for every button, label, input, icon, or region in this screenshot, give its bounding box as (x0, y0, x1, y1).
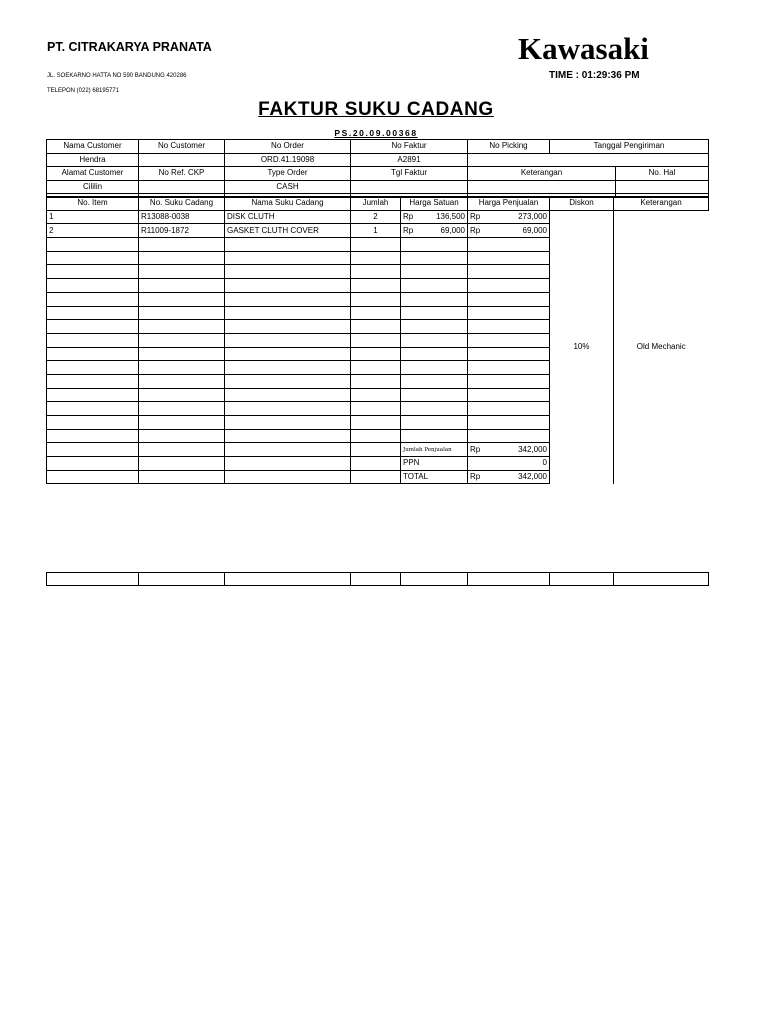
empty-cell (139, 457, 225, 471)
unit-price-cell (401, 224, 468, 238)
empty-cell (225, 470, 351, 484)
currency-label: Rp (403, 212, 414, 222)
empty-cell (139, 306, 225, 320)
empty-cell (401, 333, 468, 347)
ppn-value: 0 (542, 458, 547, 468)
column-header-part-no: No. Suku Cadang (139, 197, 225, 211)
empty-cell (401, 429, 468, 443)
header-label-invoice-no: No Faktur (351, 140, 468, 154)
empty-cell (468, 279, 550, 293)
unit-price: 136,500 (436, 212, 465, 222)
empty-cell (351, 292, 401, 306)
currency-label: Rp (470, 472, 481, 482)
sale-price-cell (468, 210, 550, 224)
column-header-unit-price: Harga Satuan (401, 197, 468, 211)
ppn-label: PPN (403, 458, 420, 468)
currency-label: Rp (470, 212, 481, 222)
empty-cell (401, 251, 468, 265)
empty-cell (47, 238, 139, 252)
item-no: 1 (49, 212, 54, 222)
total-label-cell (401, 470, 468, 484)
header-label-ref-ckp: No Ref. CKP (139, 167, 225, 181)
column-header-sale-price: Harga Penjualan (468, 197, 550, 211)
ppn-value-cell (468, 457, 550, 471)
empty-cell (47, 265, 139, 279)
column-header-discount: Diskon (550, 197, 614, 211)
header-label-row-1 (47, 140, 709, 154)
unit-price: 69,000 (440, 225, 465, 235)
empty-cell (401, 279, 468, 293)
header-value-delivery-date (468, 153, 709, 167)
header-label-page-no: No. Hal (616, 167, 709, 181)
total-value-cell (468, 470, 550, 484)
empty-cell (47, 457, 139, 471)
subtotal-label-cell (401, 443, 468, 457)
empty-cell (47, 374, 139, 388)
qty: 1 (373, 225, 378, 235)
empty-cell (47, 416, 139, 430)
empty-cell (47, 320, 139, 334)
total-label: TOTAL (403, 472, 429, 482)
column-header-item-no: No. Item (47, 197, 139, 211)
empty-cell (401, 416, 468, 430)
footer-cell (47, 573, 139, 586)
empty-cell (225, 457, 351, 471)
header-label-customer-name: Nama Customer (47, 140, 139, 154)
empty-cell (139, 347, 225, 361)
empty-cell (139, 333, 225, 347)
part-no: R11009-1872 (141, 225, 189, 235)
footer-cell (468, 573, 550, 586)
part-no-cell (139, 210, 225, 224)
empty-cell (225, 347, 351, 361)
empty-cell (225, 361, 351, 375)
empty-cell (401, 320, 468, 334)
empty-cell (468, 347, 550, 361)
footer-row (47, 573, 709, 586)
document-number: PS.20.09.00368 (334, 128, 418, 138)
currency-label: Rp (403, 225, 414, 235)
footer-cell (139, 573, 225, 586)
empty-cell (139, 238, 225, 252)
empty-cell (47, 251, 139, 265)
column-header-qty: Jumlah (351, 197, 401, 211)
empty-cell (225, 443, 351, 457)
empty-cell (47, 347, 139, 361)
empty-cell (401, 238, 468, 252)
empty-cell (225, 320, 351, 334)
company-name: PT. CITRAKARYA PRANATA (47, 40, 212, 54)
empty-cell (351, 333, 401, 347)
empty-cell (139, 416, 225, 430)
empty-cell (139, 292, 225, 306)
empty-cell (401, 265, 468, 279)
empty-cell (351, 388, 401, 402)
empty-cell (139, 374, 225, 388)
empty-cell (139, 443, 225, 457)
header-value-row-1 (47, 153, 709, 167)
empty-cell (468, 265, 550, 279)
empty-cell (401, 306, 468, 320)
subtotal-label: Jumlah Penjualan (403, 446, 452, 453)
empty-cell (225, 333, 351, 347)
empty-cell (351, 265, 401, 279)
empty-cell (468, 251, 550, 265)
header-label-invoice-date: Tgl Faktur (351, 167, 468, 181)
print-time: TIME : 01:29:36 PM (549, 70, 640, 81)
sale-price: 69,000 (522, 225, 547, 235)
empty-cell (47, 429, 139, 443)
part-name: DISK CLUTH (227, 212, 275, 222)
item-no: 2 (49, 225, 54, 235)
footer-cell (351, 573, 401, 586)
footer-cell (614, 573, 709, 586)
empty-cell (468, 320, 550, 334)
document-title: FAKTUR SUKU CADANG (258, 99, 494, 120)
empty-cell (351, 443, 401, 457)
header-label-row-2 (47, 167, 709, 181)
empty-cell (351, 251, 401, 265)
empty-cell (139, 429, 225, 443)
empty-cell (468, 429, 550, 443)
empty-cell (225, 292, 351, 306)
header-label-order-no: No Order (225, 140, 351, 154)
empty-cell (351, 429, 401, 443)
empty-cell (225, 238, 351, 252)
empty-cell (351, 416, 401, 430)
empty-cell (139, 320, 225, 334)
empty-cell (401, 374, 468, 388)
empty-cell (139, 470, 225, 484)
empty-cell (225, 306, 351, 320)
empty-cell (47, 470, 139, 484)
empty-cell (225, 374, 351, 388)
header-value-order-no: ORD.41.19098 (225, 153, 351, 167)
empty-cell (139, 279, 225, 293)
empty-cell (47, 443, 139, 457)
empty-cell (351, 320, 401, 334)
header-label-customer-no: No Customer (139, 140, 225, 154)
empty-cell (401, 292, 468, 306)
sale-price-cell (468, 224, 550, 238)
subtotal-value-cell (468, 443, 550, 457)
empty-cell (351, 457, 401, 471)
empty-cell (47, 292, 139, 306)
company-address: JL. SOEKARNO HATTA NO 590 BANDUNG 420286 (47, 73, 187, 79)
empty-cell (139, 251, 225, 265)
empty-cell (401, 361, 468, 375)
remark-value: Old Mechanic (636, 342, 686, 352)
qty-cell (351, 224, 401, 238)
empty-cell (47, 361, 139, 375)
header-value-invoice-no: A2891 (351, 153, 468, 167)
empty-cell (47, 306, 139, 320)
empty-cell (351, 374, 401, 388)
subtotal-value: 342,000 (518, 444, 547, 454)
empty-cell (139, 265, 225, 279)
currency-label: Rp (470, 444, 481, 454)
empty-cell (225, 279, 351, 293)
empty-cell (225, 416, 351, 430)
empty-cell (351, 347, 401, 361)
empty-cell (351, 361, 401, 375)
invoice-header-table (46, 139, 709, 198)
empty-cell (401, 388, 468, 402)
part-name-cell (225, 224, 351, 238)
header-label-remarks: Keterangan (468, 167, 616, 181)
currency-label: Rp (470, 225, 481, 235)
empty-cell (468, 388, 550, 402)
empty-cell (468, 292, 550, 306)
qty-cell (351, 210, 401, 224)
part-no: R13088-0038 (141, 212, 190, 222)
remark-cell (614, 210, 709, 484)
items-table (46, 196, 709, 484)
empty-cell (468, 306, 550, 320)
empty-cell (351, 402, 401, 416)
discount-value: 10% (573, 342, 590, 352)
empty-cell (47, 402, 139, 416)
qty: 2 (373, 212, 378, 222)
header-value-order-type: CASH (225, 180, 351, 194)
sale-price: 273,000 (518, 212, 547, 222)
header-value-remarks (468, 180, 616, 194)
item-no-cell (47, 224, 139, 238)
empty-cell (401, 402, 468, 416)
empty-cell (351, 238, 401, 252)
company-phone: TELEPON (022) 68195771 (47, 88, 120, 94)
empty-cell (47, 279, 139, 293)
empty-cell (225, 402, 351, 416)
empty-cell (351, 306, 401, 320)
column-header-part-name: Nama Suku Cadang (225, 197, 351, 211)
header-value-customer-name: Hendra (47, 153, 139, 167)
empty-cell (47, 388, 139, 402)
unit-price-cell (401, 210, 468, 224)
items-column-header-row (47, 197, 709, 211)
footer-cell (225, 573, 351, 586)
empty-cell (351, 470, 401, 484)
empty-cell (468, 402, 550, 416)
empty-cell (225, 251, 351, 265)
brand-logo: Kawasaki (518, 31, 649, 66)
items-table-footer (46, 572, 709, 586)
footer-cell (401, 573, 468, 586)
part-name-cell (225, 210, 351, 224)
empty-cell (468, 416, 550, 430)
header-value-customer-no (139, 153, 225, 167)
part-no-cell (139, 224, 225, 238)
empty-cell (225, 265, 351, 279)
empty-cell (468, 374, 550, 388)
header-value-row-2 (47, 180, 709, 194)
header-label-order-type: Type Order (225, 167, 351, 181)
header-value-invoice-date (351, 180, 468, 194)
empty-cell (139, 388, 225, 402)
header-label-customer-address: Alamat Customer (47, 167, 139, 181)
empty-cell (401, 347, 468, 361)
empty-cell (468, 238, 550, 252)
footer-cell (550, 573, 614, 586)
empty-cell (47, 333, 139, 347)
column-header-remarks: Keterangan (614, 197, 709, 211)
discount-cell (550, 210, 614, 484)
part-name: GASKET CLUTH COVER (227, 225, 319, 235)
empty-cell (351, 279, 401, 293)
header-label-picking-no: No Picking (468, 140, 550, 154)
empty-cell (139, 402, 225, 416)
empty-cell (139, 361, 225, 375)
item-no-cell (47, 210, 139, 224)
empty-cell (225, 388, 351, 402)
ppn-label-cell (401, 457, 468, 471)
header-value-customer-address: Cililin (47, 180, 139, 194)
header-label-delivery-date: Tanggal Pengiriman (550, 140, 709, 154)
header-value-ref-ckp (139, 180, 225, 194)
empty-cell (468, 361, 550, 375)
empty-cell (225, 429, 351, 443)
table-row (47, 210, 709, 224)
header-value-page-no (616, 180, 709, 194)
total-value: 342,000 (518, 472, 547, 482)
empty-cell (468, 333, 550, 347)
